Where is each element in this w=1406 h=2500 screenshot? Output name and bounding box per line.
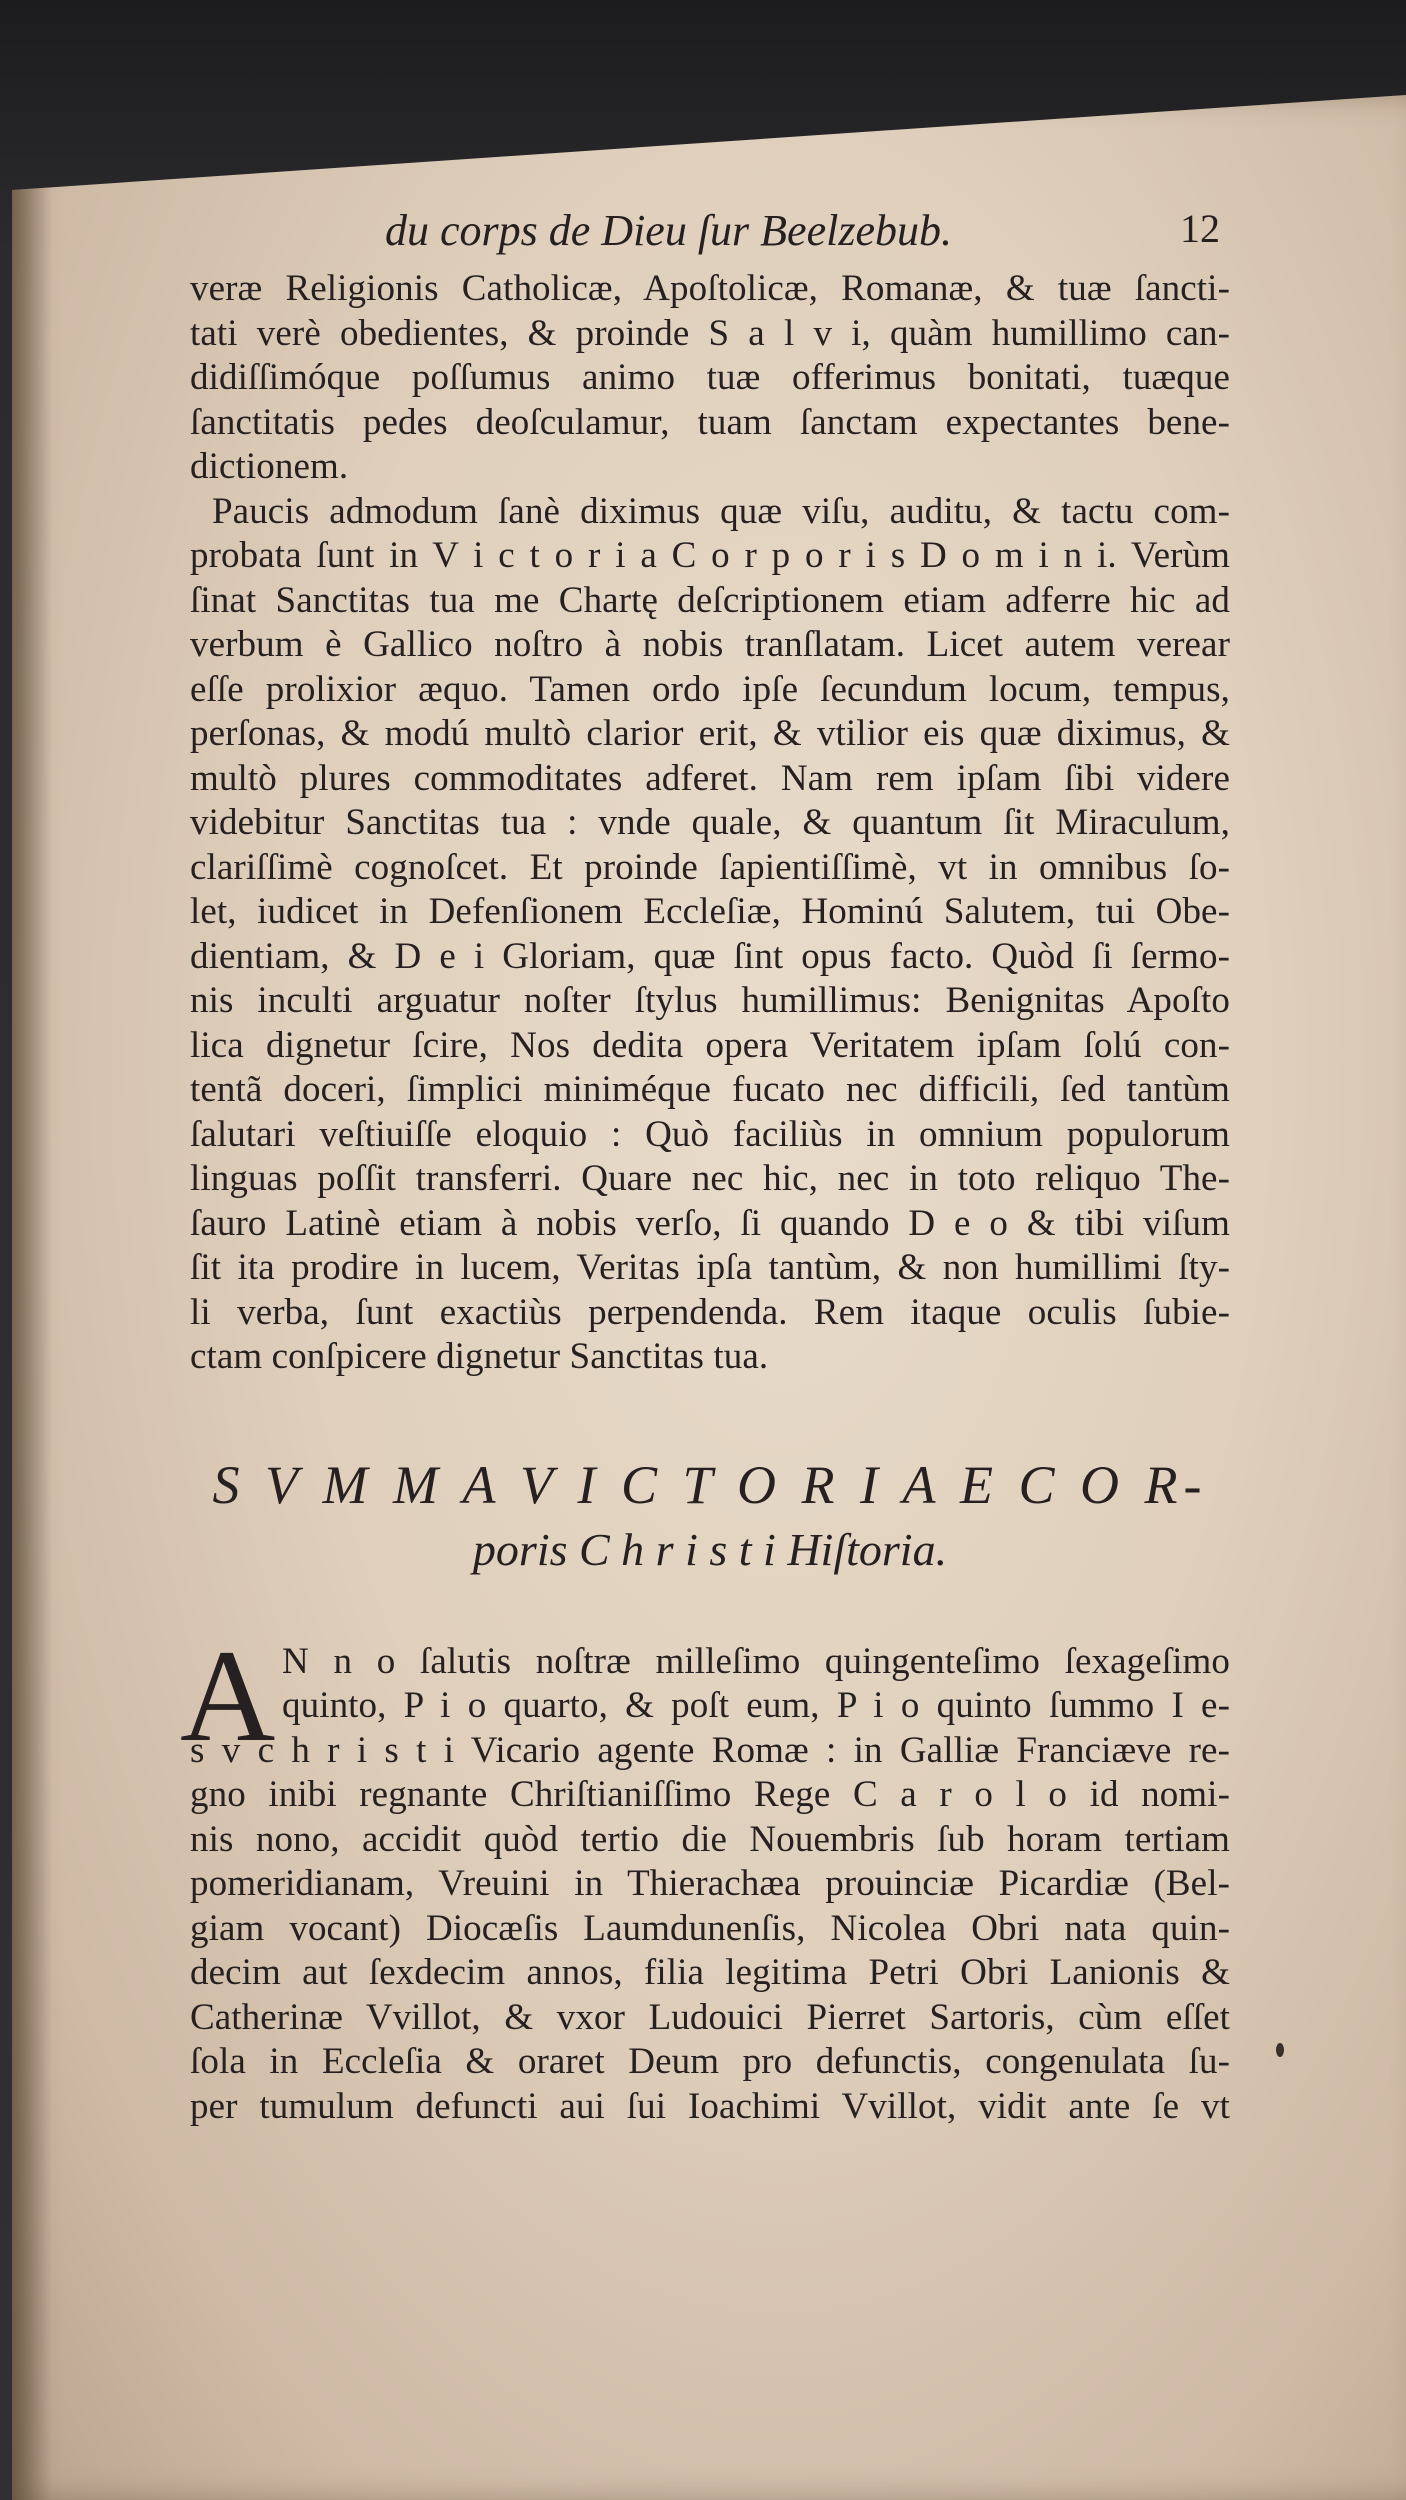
text-line: pomeridianam, Vreuini in Thierachæa prouinciæ Picardiæ (Bel-	[190, 1863, 1230, 1904]
text-line: dictionem.	[190, 446, 349, 487]
text-line: perſonas, & modú multò clarior erit, & vtilior eis quæ diximus, &	[190, 713, 1230, 754]
text-line: veræ Religionis Catholicæ, Apoſtolicæ, Romanæ, & tuæ ſancti-	[190, 268, 1230, 309]
text-line: nis nono, accidit quòd tertio die Nouembris ſub horam tertiam	[190, 1818, 1230, 1860]
text-line: ſinat Sanctitas tua me Chartę deſcriptionem etiam adferre hic ad	[190, 579, 1230, 621]
text-line: multò plures commoditates adferet. Nam rem ipſam ſibi videre	[190, 757, 1230, 799]
ink-speck	[1276, 2043, 1284, 2057]
text-line: dientiam, & D e i Gloriam, quæ ſint opus facto. Quòd ſi ſermo-	[190, 935, 1230, 977]
text-line: eſſe prolixior æquo. Tamen ordo ipſe ſecundum locum, tempus,	[190, 668, 1230, 710]
text-line: probata ſunt in V i c t o r i a C o r p o r i s D o m i n i. Verùm	[190, 535, 1230, 576]
page-gutter-shadow	[12, 95, 52, 2500]
drop-cap: A	[180, 1621, 276, 1769]
text-line: quinto, P i o quarto, & poſt eum, P i o quinto ſummo I e-	[282, 1685, 1230, 1726]
text-line: linguas poſſit transferri. Quare nec hic, nec in toto reliquo The-	[190, 1158, 1230, 1199]
text-line: giam vocant) Diocæſis Laumdunenſis, Nicolea Obri nata quin-	[190, 1907, 1230, 1949]
page-header	[190, 205, 1230, 267]
text-line: lica dignetur ſcire, Nos dedita opera Veritatem ipſam ſolú con-	[190, 1024, 1230, 1066]
running-title: du corps de Dieu ſur Beelzebub.	[385, 206, 952, 255]
text-line: videbitur Sanctitas tua : vnde quale, & quantum ſit Miraculum,	[190, 802, 1230, 843]
text-line: verbum è Gallico noſtro à nobis tranſlatam. Licet autem verear	[190, 624, 1230, 665]
text-line: didiſſimóque poſſumus animo tuæ offerimus bonitati, tuæque	[190, 357, 1230, 398]
text-line: clariſſimè cognoſcet. Et proinde ſapientiſſimè, vt in omnibus ſo-	[190, 846, 1230, 888]
text-line: decim aut ſexdecim annos, filia legitima Petri Obri Lanionis &	[190, 1952, 1230, 1993]
text-line: N n o ſalutis noſtræ milleſimo quingenteſimo ſexageſimo	[282, 1640, 1230, 1682]
text-line: ctam conſpicere dignetur Sanctitas tua.	[190, 1336, 769, 1377]
text-line: per tumulum defuncti aui ſui Ioachimi Vvillot, vidit ante ſe vt	[190, 2085, 1230, 2127]
text-line: Paucis admodum ſanè diximus quæ viſu, auditu, & tactu com-	[212, 490, 1230, 532]
text-line: tentã doceri, ſimplici miniméque fucato nec difficili, ſed tantùm	[190, 1069, 1230, 1110]
text-line: ſauro Latinè etiam à nobis verſo, ſi quando D e o & tibi viſum	[190, 1202, 1230, 1244]
section-heading: S V M M A V I C T O R I A E C O R-	[212, 1454, 1208, 1515]
section-subheading: poris C h r i s t i Hiſtoria.	[472, 1523, 948, 1575]
text-line: ſanctitatis pedes deoſculamur, tuam ſanctam expectantes bene-	[190, 401, 1230, 443]
paragraph-1	[190, 267, 1230, 490]
paragraph-2	[190, 490, 1230, 1380]
text-line: gno inibi regnante Chriſtianiſſimo Rege C a r o l o id nomi-	[190, 1774, 1230, 1815]
text-line: Catherinæ Vvillot, & vxor Ludouici Pierret Sartoris, cùm eſſet	[190, 1996, 1230, 2038]
text-line: ſit ita prodire in lucem, Veritas ipſa tantùm, & non humillimi ſty-	[190, 1247, 1230, 1288]
text-line: ſalutari veſtiuiſſe eloquio : Quò faciliùs in omnium populorum	[190, 1113, 1230, 1155]
text-line: tati verè obedientes, & proinde S a l v i, quàm humillimo can-	[190, 312, 1230, 354]
text-line: nis inculti arguatur noſter ſtylus humillimus: Benignitas Apoſto	[190, 980, 1230, 1021]
page-number: 12	[1180, 206, 1220, 251]
text-line: s v c h r i s t i Vicario agente Romæ : in Galliæ Franciæve re-	[190, 1729, 1230, 1771]
text-line: let, iudicet in Defenſionem Eccleſiæ, Hominú Salutem, tui Obe-	[190, 891, 1230, 932]
page-text-block	[180, 205, 1230, 2129]
text-line: li verba, ſunt exactiùs perpendenda. Rem itaque oculis ſubie-	[190, 1291, 1230, 1333]
text-line: ſola in Eccleſia & oraret Deum pro defunctis, congenulata ſu-	[190, 2041, 1230, 2082]
paragraph-3	[180, 1621, 1230, 2130]
